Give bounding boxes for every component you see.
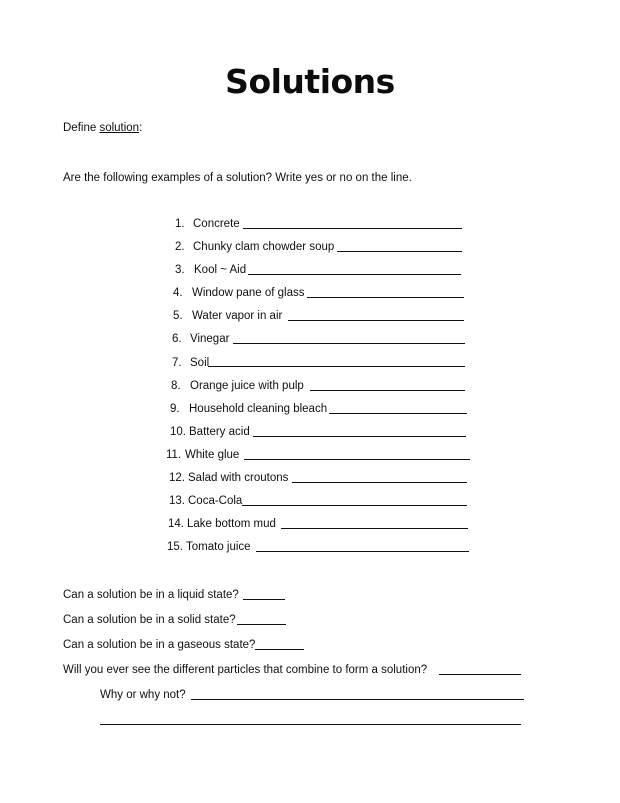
instructions: Are the following examples of a solution? Write yes or no on the line. xyxy=(63,172,412,184)
list-item: 12. Salad with croutons xyxy=(169,472,289,484)
answer-line-13[interactable] xyxy=(242,505,467,506)
answer-line-9[interactable] xyxy=(329,413,467,414)
answer-line-solid[interactable] xyxy=(237,624,286,625)
answer-line-liquid[interactable] xyxy=(243,599,285,600)
define-suffix: : xyxy=(139,122,143,134)
list-item: 4. Window pane of glass xyxy=(173,287,305,299)
answer-line-15[interactable] xyxy=(256,551,469,552)
question-particles: Will you ever see the different particles that combine to form a solution? xyxy=(63,664,428,676)
answer-line-2[interactable] xyxy=(337,251,462,252)
answer-line-3[interactable] xyxy=(248,274,461,275)
answer-line-11[interactable] xyxy=(244,459,470,460)
list-item: 7. Soil xyxy=(172,357,210,369)
list-item: 5. Water vapor in air xyxy=(173,310,283,322)
answer-line-5[interactable] xyxy=(288,320,464,321)
answer-line-4[interactable] xyxy=(307,297,464,298)
list-item: 11. White glue xyxy=(166,449,240,461)
answer-line-1[interactable] xyxy=(243,228,462,229)
list-item: 6. Vinegar xyxy=(172,333,230,345)
list-item: 8. Orange juice with pulp xyxy=(171,380,304,392)
list-item: 15. Tomato juice xyxy=(167,541,251,553)
question-why: Why or why not? xyxy=(100,689,186,701)
list-item: 9. Household cleaning bleach xyxy=(170,403,328,415)
define-term: solution xyxy=(99,122,140,134)
list-item: 2. Chunky clam chowder soup xyxy=(175,241,335,253)
answer-line-6[interactable] xyxy=(233,343,465,344)
question-liquid: Can a solution be in a liquid state? xyxy=(63,589,239,601)
answer-line-14[interactable] xyxy=(281,528,468,529)
answer-line-8[interactable] xyxy=(310,390,465,391)
answer-line-why-2[interactable] xyxy=(100,724,521,725)
answer-line-7[interactable] xyxy=(208,366,465,367)
answer-line-12[interactable] xyxy=(292,482,467,483)
question-gaseous: Can a solution be in a gaseous state? xyxy=(63,639,256,651)
list-item: 10. Battery acid xyxy=(170,426,250,438)
define-prompt xyxy=(63,121,142,135)
answer-line-10[interactable] xyxy=(253,436,466,437)
answer-line-gaseous[interactable] xyxy=(255,649,304,650)
define-prefix: Define xyxy=(63,122,100,134)
answer-line-why-1[interactable] xyxy=(191,699,524,700)
list-item: 3. Kool ~ Aid xyxy=(175,264,247,276)
question-solid: Can a solution be in a solid state? xyxy=(63,614,236,626)
list-item: 1. Concrete xyxy=(175,218,240,230)
answer-line-particles[interactable] xyxy=(439,674,521,675)
page-title: Solutions xyxy=(225,62,395,101)
list-item: 14. Lake bottom mud xyxy=(168,518,276,530)
list-item: 13. Coca-Cola xyxy=(169,495,243,507)
